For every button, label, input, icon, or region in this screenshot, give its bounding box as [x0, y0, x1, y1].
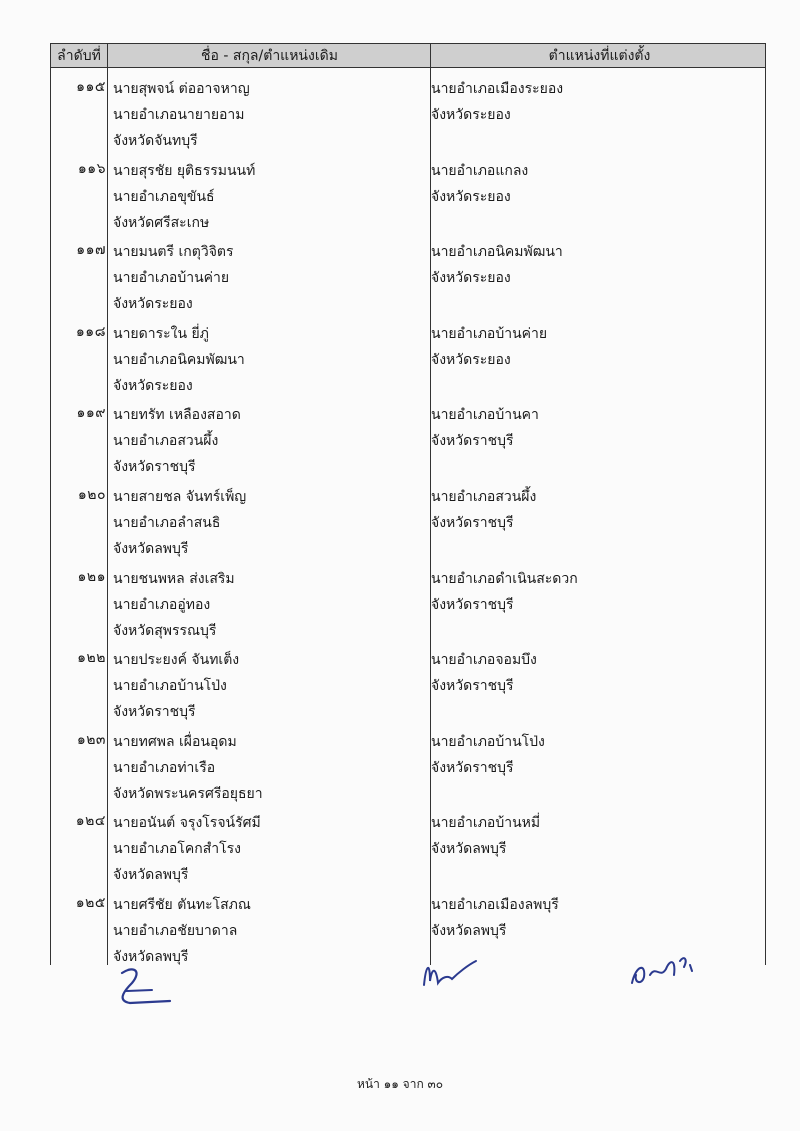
new-position-cell	[431, 158, 761, 210]
row-number: ๑๒๒	[77, 650, 106, 667]
table-row	[50, 318, 766, 400]
row-number: ๑๒๐	[77, 487, 106, 503]
new-province: จังหวัดลพบุรี	[431, 841, 507, 858]
signature-right	[626, 945, 696, 989]
signature-middle	[418, 955, 480, 993]
person-name: นายทศพล เผื่อนอุดม	[113, 733, 237, 750]
row-number: ๑๒๑	[77, 568, 106, 585]
table-row	[50, 399, 766, 481]
new-position-cell	[431, 729, 761, 781]
new-province: จังหวัดราชบุรี	[431, 678, 514, 695]
old-position: นายอำเภอขุขันธ์	[113, 188, 215, 205]
old-position-cell	[113, 647, 423, 725]
old-position: นายอำเภอสวนผึ้ง	[113, 433, 219, 450]
table-row	[50, 481, 766, 563]
person-name: นายสุรชัย ยุติธรรมนนท์	[113, 162, 256, 179]
person-name: นายอนันต์ จรุงโรจน์รัศมี	[113, 815, 261, 832]
old-position-cell	[113, 158, 423, 236]
new-position: นายอำเภอบ้านค่าย	[431, 325, 548, 342]
person-name: นายทรัท เหลืองสอาด	[113, 407, 241, 424]
new-position: นายอำเภอเมืองระยอง	[431, 81, 564, 97]
new-position: นายอำเภอจอมบึง	[431, 652, 537, 669]
new-province: จังหวัดราชบุรี	[431, 759, 514, 776]
old-position-cell	[113, 729, 423, 807]
old-position-cell	[113, 402, 423, 480]
person-name: นายประยงค์ จันทเต็ง	[113, 652, 240, 669]
table-row	[50, 236, 766, 318]
row-number: ๑๒๓	[76, 731, 106, 748]
new-position-cell	[431, 566, 761, 618]
row-number: ๑๑๗	[76, 242, 106, 259]
new-position-cell	[431, 239, 761, 291]
new-position: นายอำเภอบ้านคา	[431, 407, 539, 424]
new-province: จังหวัดราชบุรี	[431, 596, 514, 613]
new-position: นายอำเภอเมืองลพบุรี	[431, 897, 559, 913]
new-position: นายอำเภอบ้านหมี่	[431, 815, 541, 832]
old-position: นายอำเภอนายายอาม	[113, 107, 245, 123]
old-position: นายอำเภอโคกสำโรง	[113, 841, 241, 858]
table-row	[50, 726, 766, 808]
new-province: จังหวัดลพบุรี	[431, 923, 507, 939]
person-name: นายศรีชัย ตันทะโสภณ	[113, 897, 251, 913]
row-number: ๑๒๕	[75, 895, 106, 911]
old-province: จังหวัดราชบุรี	[113, 704, 196, 721]
old-position-cell	[113, 239, 423, 317]
table-row	[50, 155, 766, 237]
old-position: นายอำเภออู่ทอง	[113, 596, 211, 613]
old-position: นายอำเภอนิคมพัฒนา	[113, 351, 245, 368]
old-province: จังหวัดลพบุรี	[113, 949, 189, 965]
old-position-cell	[113, 76, 423, 154]
old-position: นายอำเภอท่าเรือ	[113, 759, 216, 776]
person-name: นายสุพจน์ ต่ออาจหาญ	[113, 81, 250, 97]
old-province: จังหวัดพระนครศรีอยุธยา	[113, 785, 263, 802]
old-position: นายอำเภอบ้านโป่ง	[113, 678, 227, 695]
person-name: นายชนพหล ส่งเสริม	[113, 570, 235, 587]
old-position: นายอำเภอบ้านค่าย	[113, 270, 230, 287]
header-number: ลำดับที่	[57, 48, 101, 64]
row-number: ๑๑๘	[75, 323, 106, 340]
old-position: นายอำเภอชัยบาดาล	[113, 923, 238, 939]
old-province: จังหวัดจันทบุรี	[113, 133, 198, 149]
old-position: นายอำเภอลำสนธิ	[113, 515, 221, 531]
old-province: จังหวัดสุพรรณบุรี	[113, 622, 217, 639]
new-position-cell	[431, 647, 761, 699]
old-province: จังหวัดระยอง	[113, 296, 193, 313]
new-position: นายอำเภอนิคมพัฒนา	[431, 244, 563, 261]
appointment-table	[50, 43, 766, 965]
header-old-position: ชื่อ - สกุล/ตำแหน่งเดิม	[201, 48, 338, 64]
new-province: จังหวัดราชบุรี	[431, 433, 514, 450]
old-position-cell	[113, 484, 423, 562]
table-row	[50, 563, 766, 645]
new-position-cell	[431, 321, 761, 373]
signature-left	[112, 965, 176, 1009]
old-position-cell	[113, 892, 423, 970]
new-province: จังหวัดราชบุรี	[431, 515, 514, 531]
row-number: ๑๑๙	[76, 405, 106, 422]
old-province: จังหวัดศรีสะเกษ	[113, 214, 210, 231]
new-province: จังหวัดระยอง	[431, 351, 511, 368]
old-province: จังหวัดลพบุรี	[113, 867, 189, 884]
person-name: นายดาระใน ยี่ภู่	[113, 325, 209, 342]
new-position-cell	[431, 810, 761, 862]
table-row	[50, 73, 766, 155]
new-position-cell	[431, 402, 761, 454]
old-position-cell	[113, 810, 423, 888]
new-position-cell	[431, 76, 761, 128]
old-province: จังหวัดราชบุรี	[113, 459, 196, 476]
person-name: นายสายชล จันทร์เพ็ญ	[113, 489, 247, 505]
new-position: นายอำเภอแกลง	[431, 162, 529, 179]
new-position-cell	[431, 484, 761, 536]
row-number: ๑๑๖	[77, 160, 106, 177]
table-header	[50, 43, 766, 68]
new-position: นายอำเภอสวนผึ้ง	[431, 489, 537, 505]
old-position-cell	[113, 566, 423, 644]
page-number: หน้า ๑๑ จาก ๓๐	[356, 1077, 444, 1091]
row-number: ๑๒๔	[75, 813, 106, 830]
new-position-cell	[431, 892, 761, 944]
new-province: จังหวัดระยอง	[431, 107, 511, 123]
old-position-cell	[113, 321, 423, 399]
row-number: ๑๑๕	[76, 79, 106, 95]
table-row	[50, 644, 766, 726]
table-row	[50, 807, 766, 889]
new-position: นายอำเภอบ้านโป่ง	[431, 733, 545, 750]
old-province: จังหวัดลพบุรี	[113, 541, 189, 557]
new-province: จังหวัดระยอง	[431, 270, 511, 287]
person-name: นายมนตรี เกตุวิจิตร	[113, 244, 234, 261]
new-position: นายอำเภอดำเนินสะดวก	[431, 570, 578, 587]
old-province: จังหวัดระยอง	[113, 377, 193, 394]
new-province: จังหวัดระยอง	[431, 188, 511, 205]
header-new-position: ตำแหน่งที่แต่งตั้ง	[548, 48, 651, 64]
